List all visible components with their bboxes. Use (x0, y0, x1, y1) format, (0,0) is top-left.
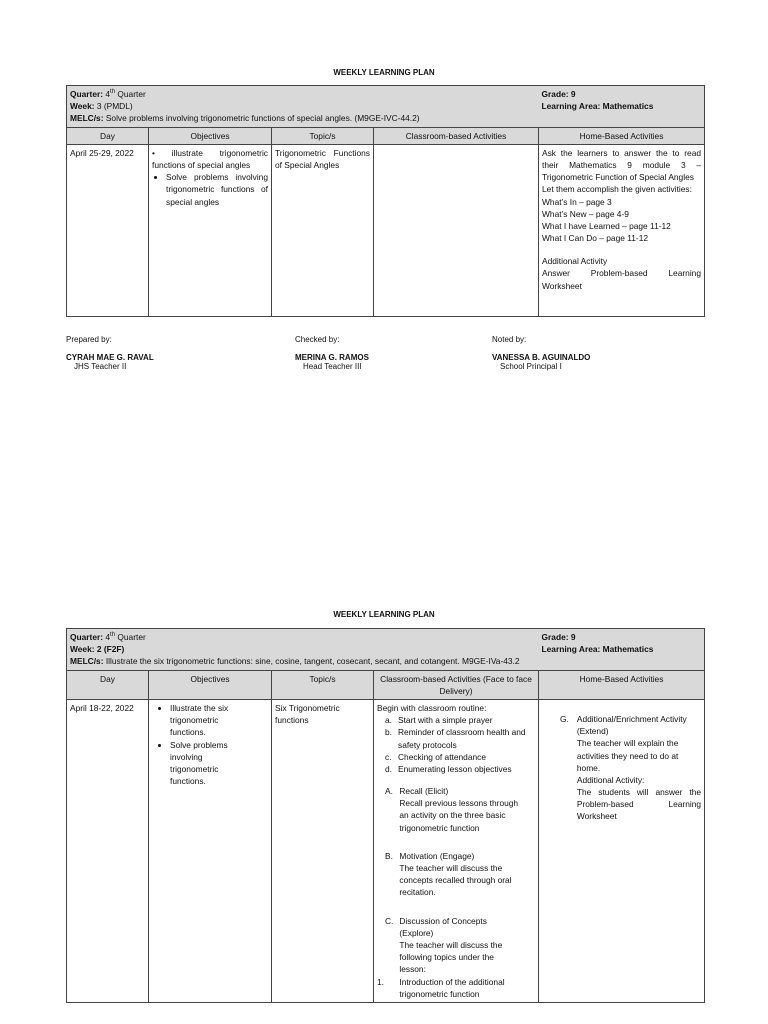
plan2-melc-value: Illustrate the six trigonometric functions: sine, cosine, tangent, cosecant, secant, and cotangent. M9GE-IVa-43.2 (105, 656, 520, 667)
home-additional-text: The students will answer the Problem-based Learning Worksheet (576, 787, 702, 822)
home-marker: G. (560, 713, 569, 724)
plan1-info-left (67, 86, 539, 128)
plan2-week-value: 2 (F2F) (96, 644, 125, 655)
plan1-objective-1: • illustrate trigonometric functions of special angles (152, 147, 268, 170)
signature-checked (295, 335, 369, 371)
plan1-title: WEEKLY LEARNING PLAN (333, 68, 435, 77)
plan2-objective-2: • Solve problems involving trigonometric functions. (170, 739, 268, 788)
signature-label: Noted by: (492, 335, 527, 344)
topic-item: Introduction of the additional trigonometric function (399, 976, 505, 999)
routine-list (377, 714, 535, 775)
signature-noted (492, 335, 590, 371)
plan1-home (539, 144, 705, 316)
stage-list (377, 785, 535, 1000)
signature-label: Checked by: (295, 335, 340, 344)
plan1-objectives (149, 144, 272, 316)
home-line: Answer Problem-based Learning Worksheet (542, 268, 702, 291)
col-header-topics: Topic/s (272, 670, 374, 699)
home-line: What I Can Do – page 11-12 (542, 233, 649, 244)
plan1-week: Week: 3 (PMDL) (70, 101, 133, 112)
signature-position: JHS Teacher II (74, 362, 127, 371)
col-header-classroom: Classroom-based Activities (Face to face Delivery) (374, 670, 539, 699)
routine-marker: c. (385, 751, 392, 762)
plan2-area: Learning Area: Mathematics (541, 644, 654, 655)
classroom-intro: Begin with classroom routine: (377, 702, 487, 713)
plan2-info-left (67, 629, 539, 671)
stage-title: Motivation (Engage) (399, 850, 475, 861)
routine-item: Reminder of classroom health and safety protocols (398, 727, 526, 750)
plan2-melc: MELC/s: Illustrate the six trigonometric functions: sine, cosine, tangent, cosecant, secant, and cotangent. M9GE-IVa-43.2 (70, 656, 520, 667)
plan1-table (66, 85, 705, 317)
plan2-objective-1: • Illustrate the six trigonometric functions. (170, 702, 268, 739)
col-header-objectives: Objectives (149, 127, 272, 144)
plan2-info-row (67, 629, 705, 671)
home-title: Additional/Enrichment Activity (Extend) (576, 713, 687, 737)
home-activity (542, 713, 701, 823)
signature-label: Prepared by: (66, 335, 112, 344)
home-line: What’s In – page 3 (542, 196, 612, 207)
plan2-quarter: Quarter: 4th Quarter (70, 632, 146, 642)
plan2-week: Week: 2 (F2F) (70, 644, 125, 655)
plan1-objective-2: • Solve problems involving trigonometric functions of special angles (166, 171, 268, 208)
plan2-objectives (149, 699, 272, 1002)
plan2-title: WEEKLY LEARNING PLAN (333, 610, 435, 619)
stage-text: Recall previous lessons through an activity on the three basic trigonometric function (399, 798, 519, 833)
home-line: Ask the learners to answer the to read their Mathematics 9 module 3 – Trigonometric Function of Special Angles (542, 147, 702, 183)
col-header-classroom: Classroom-based Activities (374, 127, 539, 144)
home-line: Let them accomplish the given activities: (542, 184, 692, 195)
plan2-column-headers (67, 670, 705, 699)
plan2-quarter-value: 4th Quarter (105, 632, 146, 642)
home-spacer (542, 244, 701, 255)
plan1-info-row (67, 86, 705, 128)
plan1-quarter: Quarter: 4th Quarter (70, 89, 146, 99)
stage-title: Recall (Elicit) (399, 786, 449, 797)
plan1-melc-value: Solve problems involving trigonometric functions of special angles. (M9GE-IVC-44.2) (105, 113, 420, 124)
col-header-day: Day (67, 127, 149, 144)
plan1-info-right (539, 86, 705, 128)
signature-position: Head Teacher III (303, 362, 362, 371)
home-line: What I have Learned – page 11-12 (542, 220, 671, 231)
home-additional-label: Additional Activity: (576, 774, 645, 785)
plan2-day: April 18-22, 2022 (67, 699, 149, 1002)
plan1-column-headers (67, 127, 705, 144)
plan1-content-row (67, 144, 705, 316)
plan1-quarter-value: 4th Quarter (105, 89, 146, 99)
col-header-day: Day (67, 670, 149, 699)
plan2-topic: Six Trigonometric functions (272, 699, 374, 1002)
stage-text: The teacher will discuss the concepts recalled through oral recitation. (399, 863, 512, 898)
routine-item: Checking of attendance (398, 751, 486, 762)
routine-item: Enumerating lesson objectives (398, 763, 512, 774)
routine-marker: d. (385, 763, 392, 774)
plan2-content-row (67, 699, 705, 1002)
col-header-objectives: Objectives (149, 670, 272, 699)
stage-text: The teacher will discuss the following topics under the lesson: (399, 939, 503, 975)
plan2-classroom (374, 699, 539, 1002)
home-line: What’s New – page 4-9 (542, 208, 629, 219)
plan1-week-value: 3 (PMDL) (96, 101, 133, 112)
col-header-topics: Topic/s (272, 127, 374, 144)
signature-name: CYRAH MAE G. RAVAL (66, 353, 154, 362)
plan2-home (539, 699, 705, 1002)
signature-name: MERINA G. RAMOS (295, 353, 369, 362)
signature-position: School Principal I (500, 362, 562, 371)
plan1-day: April 25-29, 2022 (67, 144, 149, 316)
plan2-info-right (539, 629, 705, 671)
col-header-home: Home-Based Activities (539, 670, 705, 699)
col-header-home: Home-Based Activities (539, 127, 705, 144)
routine-marker: a. (385, 715, 392, 726)
plan1-grade: Grade: 9 (541, 89, 576, 99)
plan1-topic: Trigonometric Functions of Special Angles (272, 144, 374, 316)
stage-marker: C. (385, 915, 394, 926)
stage-marker: A. (385, 786, 393, 797)
topic-marker: 1. (377, 976, 384, 987)
home-text: The teacher will explain the activities they need to do at home. (576, 738, 679, 773)
plan1-classroom (374, 144, 539, 316)
signature-name: VANESSA B. AGUINALDO (492, 353, 591, 362)
plan1-area: Learning Area: Mathematics (541, 101, 654, 112)
routine-item: Start with a simple prayer (398, 715, 493, 726)
stage-title: Discussion of Concepts (Explore) (399, 915, 487, 938)
routine-marker: b. (385, 727, 392, 738)
home-line: Additional Activity (542, 256, 608, 267)
signature-prepared (66, 335, 154, 371)
stage-marker: B. (385, 850, 393, 861)
plan2-grade: Grade: 9 (541, 632, 576, 642)
plan2-table (66, 628, 705, 1003)
plan1-melc: MELC/s: Solve problems involving trigonometric functions of special angles. (M9GE-IVC-44.2) (70, 113, 420, 124)
